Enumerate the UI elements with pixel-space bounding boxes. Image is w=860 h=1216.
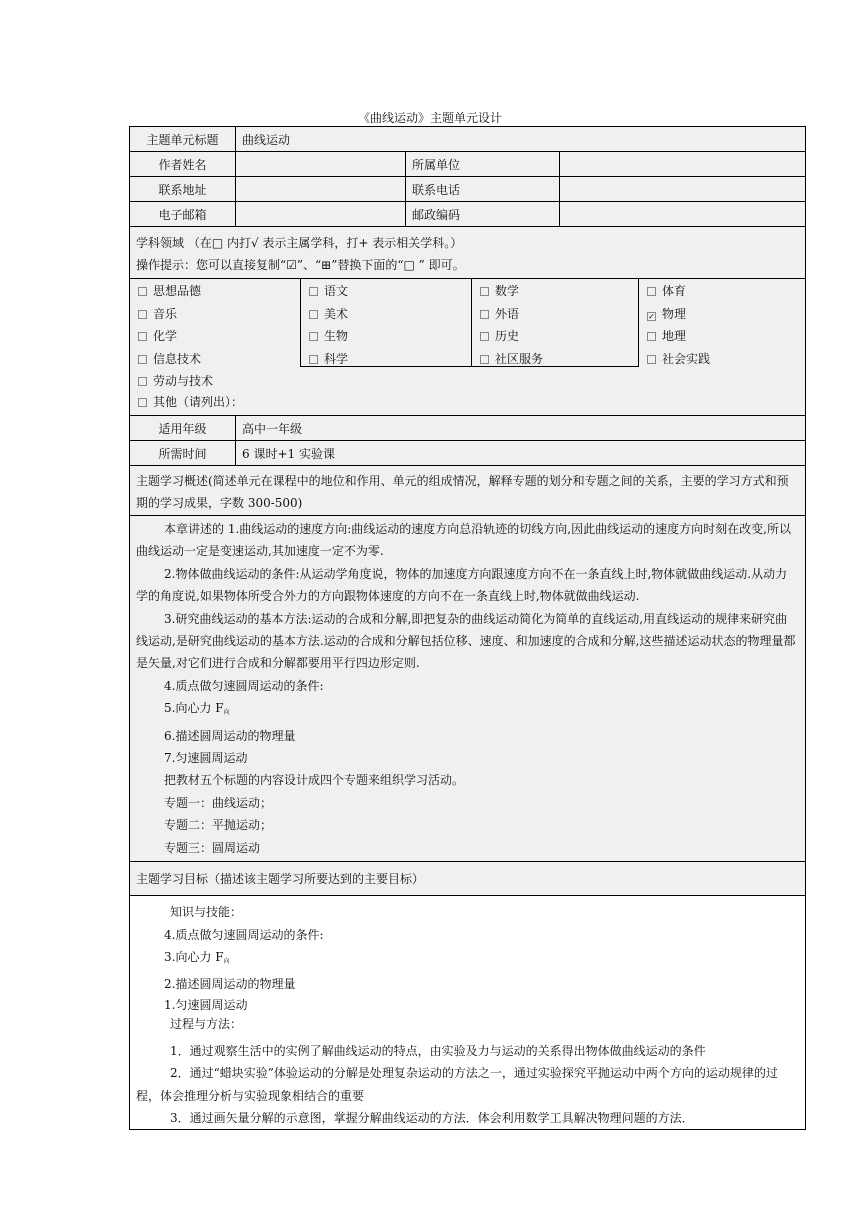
email-row (130, 201, 805, 226)
subject-item[interactable]: 化学 (138, 325, 292, 348)
author-label: 作者姓名 (158, 157, 207, 172)
time-row (130, 440, 805, 465)
goals-heading-row (130, 861, 805, 895)
checkbox-icon[interactable] (480, 287, 489, 296)
subject-item[interactable]: 地理 (647, 325, 797, 348)
checkbox-icon[interactable] (138, 287, 147, 296)
checkbox-icon[interactable] (647, 355, 656, 364)
goal-item: 3.向心力 $F_向$ (164, 949, 230, 965)
grade-label: 适用年级 (158, 421, 207, 436)
overview-body-row (130, 515, 805, 861)
unit-design-table (129, 126, 806, 1130)
checkbox-icon[interactable] (138, 332, 147, 341)
subjects-column-1 (130, 279, 300, 391)
goal-item: 4.质点做匀速圆周运动的条件: (164, 927, 324, 942)
checkbox-icon[interactable] (309, 287, 318, 296)
subjects-column-4 (638, 279, 805, 367)
goal-item: 2.描述圆周运动的物理量 (164, 977, 296, 992)
checkbox-icon[interactable] (138, 310, 147, 319)
goals-knowledge-title: 知识与技能： (170, 905, 243, 920)
overview-body[interactable] (130, 516, 805, 861)
checked-checkbox-icon[interactable]: ✓ (648, 311, 655, 321)
email-field[interactable] (235, 202, 405, 226)
unit-field[interactable] (559, 152, 805, 176)
time-value[interactable]: 6 课时+1 实验课 (235, 441, 805, 465)
subject-item[interactable]: 思想品德 (138, 280, 292, 303)
time-label: 所需时间 (158, 446, 207, 461)
checkbox-icon[interactable] (647, 287, 656, 296)
phone-label: 联系电话 (405, 177, 559, 201)
phone-field[interactable] (559, 177, 805, 201)
postcode-field[interactable] (559, 202, 805, 226)
overview-heading-row (130, 465, 805, 515)
goal-item: 2．通过“蜡块实验”体验运动的分解是处理复杂运动的方法之一，通过实验探究平抛运动中两个方向的运动规律的过程，体会推理分析与实验现象相结合的重要 (136, 1066, 778, 1103)
subjects-column-2 (300, 279, 471, 367)
operation-hint: 操作提示：您可以直接复制“☑”、“⊞”替换下面的“□ ” 即可。 (136, 258, 465, 272)
goals-heading: 主题学习目标（描述该主题学习所要达到的主要目标） (136, 872, 425, 887)
email-label: 电子邮箱 (158, 207, 207, 222)
goal-item: 3．通过画矢量分解的示意图，掌握分解曲线运动的方法．体会利用数学工具解决物理问题的方法． (170, 1110, 694, 1125)
topic-label: 主题单元标题 (146, 132, 219, 147)
checkbox-icon[interactable] (309, 310, 318, 319)
author-row (130, 151, 805, 176)
overview-heading: 主题学习概述(简述单元在课程中的地位和作用、单元的组成情况，解释专题的划分和专题之间的关系，主要的学习方式和预期的学习成果，字数 300-500) (136, 474, 789, 510)
subject-item[interactable]: 科学 (309, 348, 463, 371)
overview-paragraph: 4.质点做匀速圆周运动的条件: (164, 678, 324, 693)
overview-paragraph: 专题二：平抛运动； (164, 818, 273, 833)
subject-item[interactable]: 信息技术 (138, 348, 292, 371)
subjects-column-3 (471, 279, 638, 367)
checkbox-icon[interactable] (138, 355, 147, 364)
subject-area-instruction: 学科领域 （在□ 内打√ 表示主属学科，打+ 表示相关学科。） (136, 236, 463, 250)
subject-item[interactable]: 美术 (309, 303, 463, 326)
grade-value[interactable]: 高中一年级 (235, 416, 805, 440)
subject-item[interactable]: 音乐 (138, 303, 292, 326)
unit-label: 所属单位 (405, 152, 559, 176)
subject-item[interactable]: 社区服务 (480, 348, 630, 371)
overview-paragraph: 2.物体做曲线运动的条件:从运动学角度说，物体的加速度方向跟速度方向不在一条直线上时,物体就做曲线运动.从动力学的角度说,如果物体所受合外力的方向跟物体速度的方向不在一条直线上时,物体就做曲线运动. (136, 566, 788, 604)
overview-paragraph: 专题三：圆周运动 (164, 840, 261, 855)
overview-paragraph: 5.向心力 $F_向$ (164, 701, 230, 717)
subject-item-physics[interactable]: ✓ 物理 (648, 306, 687, 321)
checkbox-icon[interactable] (309, 332, 318, 341)
other-subjects-row (130, 391, 805, 415)
subject-item[interactable]: 社会实践 (647, 348, 797, 371)
subject-item[interactable]: 数学 (480, 280, 630, 303)
goal-item: 1．通过观察生活中的实例了解曲线运动的特点，由实验及力与运动的关系得出物体做曲线运动的条件 (170, 1043, 706, 1058)
address-label: 联系地址 (158, 182, 207, 197)
address-field[interactable] (235, 177, 405, 201)
goals-body-row (130, 895, 805, 1129)
subject-area-row (130, 226, 805, 278)
goals-method-title: 过程与方法： (170, 1016, 243, 1031)
checkbox-icon[interactable] (138, 398, 147, 407)
topic-value[interactable]: 曲线运动 (235, 127, 805, 151)
checkbox-icon[interactable] (647, 332, 656, 341)
subject-item[interactable]: 语文 (309, 280, 463, 303)
goal-item: 1.匀速圆周运动 (164, 997, 248, 1012)
overview-paragraph: 把教材五个标题的内容设计成四个专题来组织学习活动。 (164, 773, 465, 788)
postcode-label: 邮政编码 (405, 202, 559, 226)
overview-paragraph: 本章讲述的 1.曲线运动的速度方向:曲线运动的速度方向总沿轨迹的切线方向,因此曲线运动的速度方向时刻在改变,所以曲线运动一定是变速运动,其加速度一定不为零. (136, 522, 791, 559)
document-title: 《曲线运动》主题单元设计 (357, 111, 502, 125)
grade-row (130, 415, 805, 440)
checkbox-icon[interactable] (480, 332, 489, 341)
checkbox-icon[interactable] (480, 355, 489, 364)
subject-item[interactable]: 体育 (647, 280, 797, 303)
other-subjects[interactable]: 其他（请列出）： (130, 391, 251, 415)
overview-paragraph: 3.研究曲线运动的基本方法:运动的合成和分解,即把复杂的曲线运动简化为简单的直线运动,用直线运动的规律来研究曲线运动,是研究曲线运动的基本方法.运动的合成和分解包括位移、速度、和加速度的合成和分解,这些描述运动状态的物理量都是矢量,对它们进行合成和分解都要用平行四边形定则. (136, 611, 796, 671)
author-field[interactable] (235, 152, 405, 176)
checkbox-icon[interactable] (138, 377, 147, 386)
topic-row (130, 127, 805, 151)
subject-item[interactable]: 历史 (480, 325, 630, 348)
overview-paragraph: 7.匀速圆周运动 (164, 751, 248, 766)
overview-paragraph: 专题一：曲线运动； (164, 795, 273, 810)
goals-body[interactable] (130, 896, 805, 1129)
subject-item[interactable]: 生物 (309, 325, 463, 348)
subject-item[interactable]: 外语 (480, 303, 630, 326)
subjects-grid (130, 278, 805, 391)
address-row (130, 176, 805, 201)
checkbox-icon[interactable] (480, 310, 489, 319)
subject-item[interactable]: 劳动与技术 (138, 370, 292, 393)
checkbox-icon[interactable] (309, 355, 318, 364)
overview-paragraph: 6.描述圆周运动的物理量 (164, 728, 296, 743)
